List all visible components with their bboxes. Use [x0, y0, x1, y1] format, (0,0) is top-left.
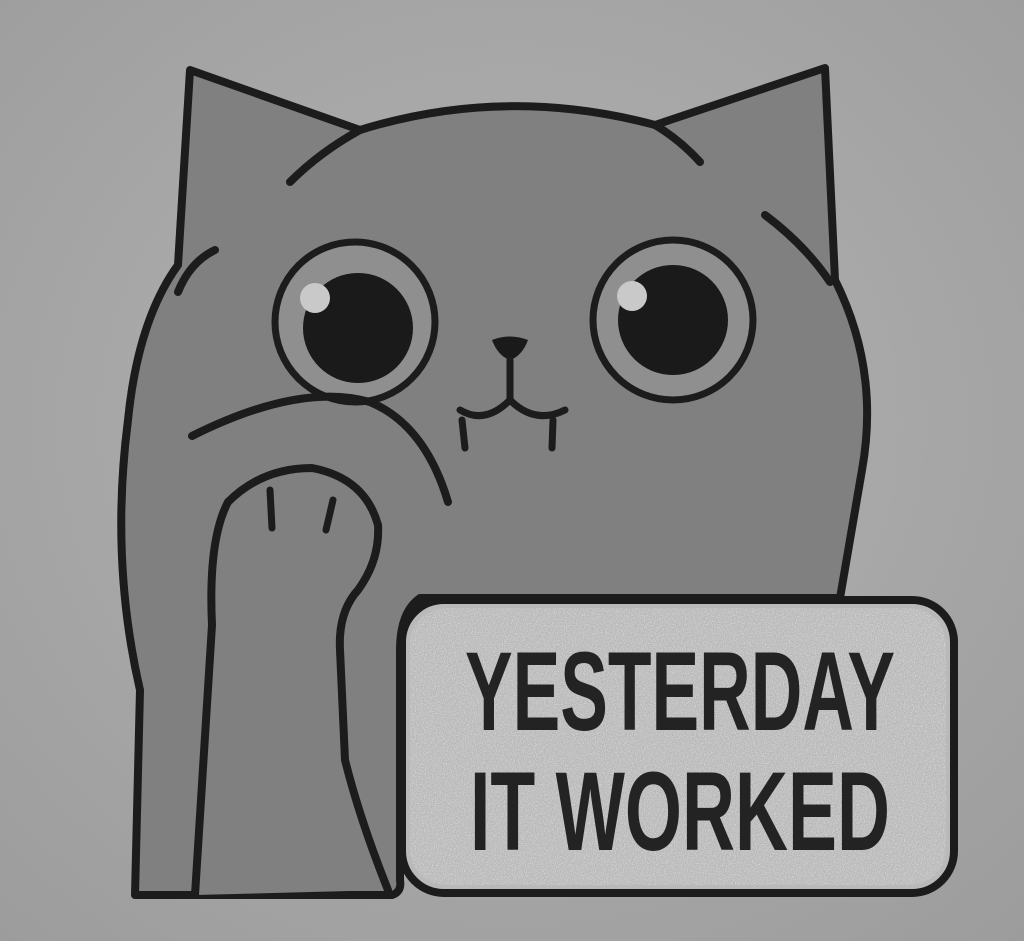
- right-eye: [593, 240, 753, 400]
- sign-line-1: YESTERDAY: [465, 629, 895, 754]
- left-eye-highlight: [300, 283, 330, 313]
- paw-toe-line-1: [270, 490, 272, 528]
- sign-line-2: IT WORKED: [470, 749, 890, 874]
- sign: [402, 600, 954, 893]
- left-eye: [275, 242, 435, 402]
- right-eye-highlight: [617, 281, 647, 311]
